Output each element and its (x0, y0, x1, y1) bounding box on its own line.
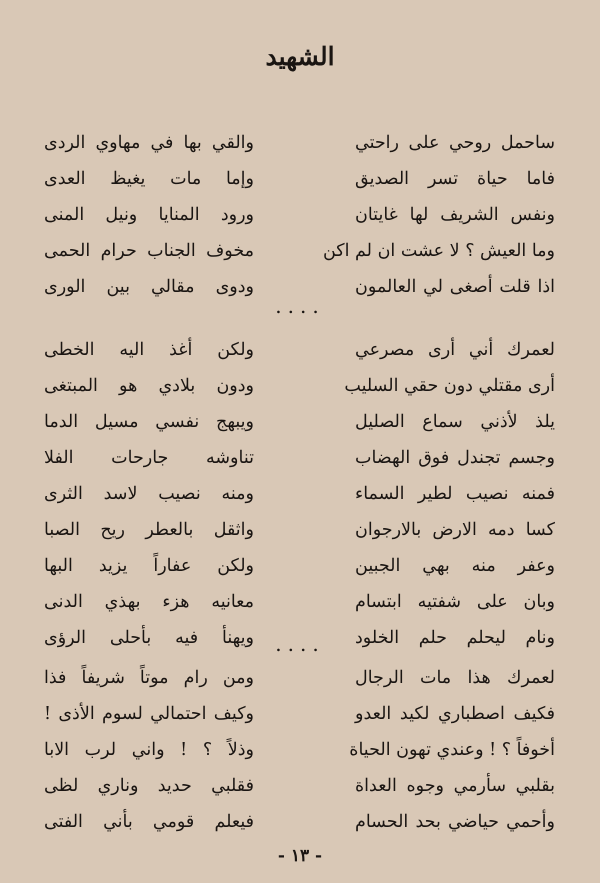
second-hemistich: وذلاً ؟ ! واني لرب الابا (44, 740, 254, 760)
second-hemistich: معانيه هزء بهذي الدنى (44, 592, 254, 612)
verse-line (0, 696, 600, 732)
verse-line (0, 125, 600, 161)
second-hemistich: ودوى مقالي بين الورى (44, 277, 254, 297)
second-hemistich: ولكن عفاراً يزيد البها (44, 556, 254, 576)
first-hemistich: لعمرك هذا مات الرجال (355, 668, 555, 688)
first-hemistich: فكيف اصطباري لكيد العدو (355, 704, 555, 724)
second-hemistich: واثقل بالعطر ريح الصبا (44, 520, 254, 540)
first-hemistich: ساحمل روحي على راحتي (355, 133, 555, 153)
first-hemistich: وما العيش ؟ لا عشت ان لم اكن (322, 241, 555, 261)
first-hemistich: أخوفاً ؟ ! وعندي تهون الحياة (349, 740, 555, 760)
second-hemistich: ويبهج نفسي مسيل الدما (44, 412, 254, 432)
verse-line (0, 476, 600, 512)
second-hemistich: ورود المنايا ونيل المنى (44, 205, 254, 225)
verse-line (0, 732, 600, 768)
second-hemistich: وكيف احتمالي لسوم الأذى ! (44, 704, 254, 724)
verse-line (0, 440, 600, 476)
first-hemistich: فمنه نصيب لطير السماء (355, 484, 555, 504)
second-hemistich: ودون بلادي هو المبتغى (44, 376, 254, 396)
first-hemistich: أرى مقتلي دون حقي السليب (344, 376, 555, 396)
stanza-1 (0, 125, 600, 305)
verse-line (0, 804, 600, 840)
first-hemistich: وأحمي حياضي بحد الحسام (355, 812, 555, 832)
first-hemistich: كسا دمه الارض بالارجوان (355, 520, 555, 540)
first-hemistich: يلذ لأذني سماع الصليل (355, 412, 555, 432)
verse-line (0, 197, 600, 233)
second-hemistich: ويهنأ فيه بأحلى الرؤى (44, 628, 254, 648)
second-hemistich: فقلبي حديد وناري لظى (44, 776, 254, 796)
stanza-separator: .... (275, 632, 325, 656)
verse-line (0, 233, 600, 269)
verse-line (0, 548, 600, 584)
stanza-separator: .... (275, 294, 325, 318)
first-hemistich: ونفس الشريف لها غايتان (355, 205, 555, 225)
page-number: - ١٣ - (277, 846, 323, 866)
verse-line (0, 512, 600, 548)
second-hemistich: ومنه نصيب لاسد الثرى (44, 484, 254, 504)
first-hemistich: اذا قلت أصغى لي العالمون (355, 277, 555, 297)
verse-line (0, 368, 600, 404)
first-hemistich: بقلبي سأرمي وجوه العداة (355, 776, 555, 796)
second-hemistich: والقي بها في مهاوي الردى (44, 133, 254, 153)
verse-line (0, 660, 600, 696)
first-hemistich: فاما حياة تسر الصديق (355, 169, 555, 189)
stanza-3 (0, 660, 600, 840)
second-hemistich: وإما مات يغيظ العدى (44, 169, 254, 189)
first-hemistich: لعمرك أني أرى مصرعي (355, 340, 555, 360)
verse-line (0, 584, 600, 620)
second-hemistich: ومن رام موتاً شريفاً فذا (44, 668, 254, 688)
verse-line (0, 161, 600, 197)
second-hemistich: فيعلم قومي بأني الفتى (44, 812, 254, 832)
second-hemistich: ولكن أغذ اليه الخطى (44, 340, 254, 360)
verse-line (0, 768, 600, 804)
second-hemistich: مخوف الجناب حرام الحمى (44, 241, 254, 261)
second-hemistich: تناوشه جارحات الفلا (44, 448, 254, 468)
first-hemistich: وبان على شفتيه ابتسام (355, 592, 555, 612)
first-hemistich: وعفر منه بهي الجبين (355, 556, 555, 576)
stanza-2 (0, 332, 600, 656)
first-hemistich: ونام ليحلم حلم الخلود (355, 628, 555, 648)
poem-title: الشهيد (265, 42, 335, 71)
first-hemistich: وجسم تجندل فوق الهضاب (355, 448, 555, 468)
verse-line (0, 404, 600, 440)
verse-line (0, 332, 600, 368)
